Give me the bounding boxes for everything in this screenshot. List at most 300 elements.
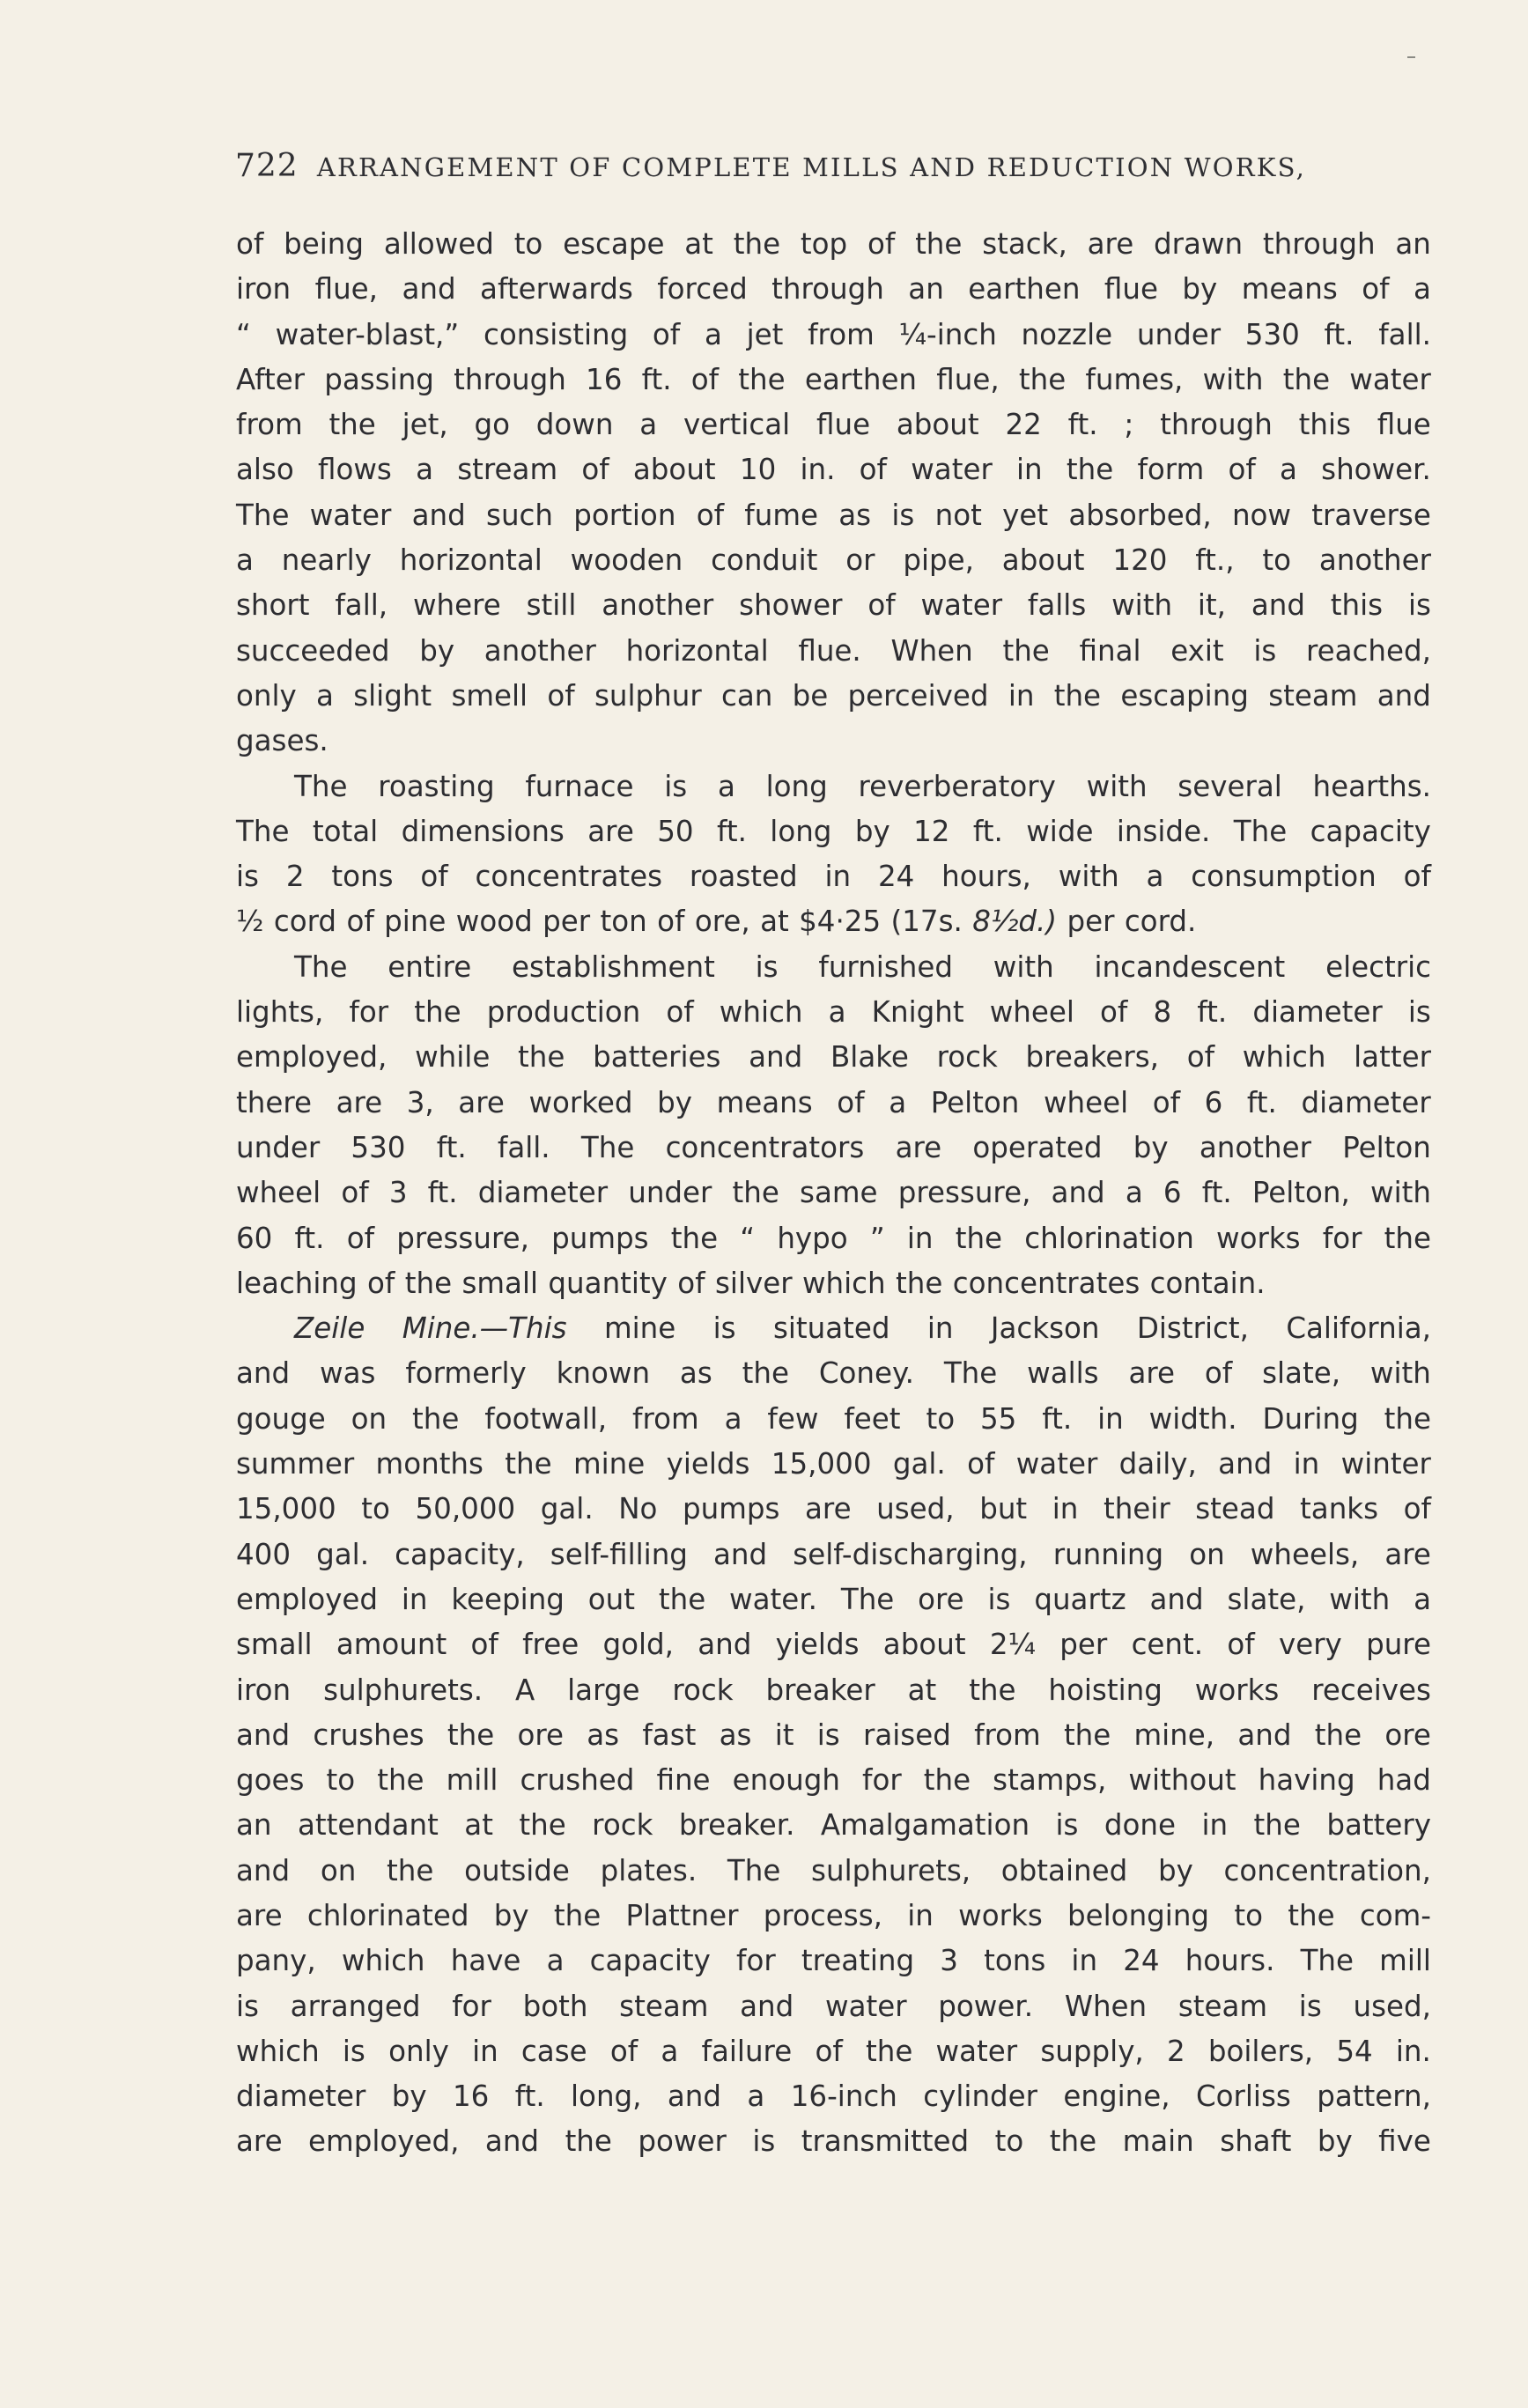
word: stack, <box>982 227 1067 261</box>
text-line <box>236 1442 1431 1487</box>
word: 24 <box>1123 1944 1160 1978</box>
word: of <box>666 995 694 1030</box>
word: and <box>236 1356 291 1391</box>
word: such <box>486 498 554 532</box>
word: production <box>486 995 641 1030</box>
word: per <box>1067 905 1115 939</box>
word: in <box>926 1311 954 1346</box>
word: 24 <box>877 860 915 894</box>
word: mine <box>603 1311 676 1346</box>
word: capacity <box>589 1944 711 1978</box>
word: out <box>587 1582 636 1616</box>
word: exit <box>1170 633 1224 668</box>
word: of <box>690 362 720 396</box>
word: self-filling <box>550 1537 688 1571</box>
word: ft. <box>1201 1176 1232 1210</box>
text-line <box>236 1126 1431 1171</box>
word: fine <box>656 1763 711 1798</box>
word: water <box>824 1989 907 2023</box>
word: concentrates <box>475 860 663 894</box>
word: gal. <box>540 1492 594 1526</box>
word: from <box>236 408 303 442</box>
word: in. <box>800 453 836 487</box>
word: the <box>670 1221 719 1255</box>
word: slight <box>353 678 432 713</box>
word: vertical <box>683 408 791 442</box>
word: a <box>828 995 846 1030</box>
word: raised <box>862 1717 951 1752</box>
word: 60 <box>236 1221 273 1255</box>
word: is <box>236 1989 259 2023</box>
word: it <box>774 1717 794 1752</box>
word: pattern, <box>1317 2079 1431 2114</box>
word: the <box>1384 1401 1431 1436</box>
word: and <box>236 1853 291 1887</box>
word: jet, <box>402 408 448 442</box>
word: fast <box>642 1717 697 1752</box>
word: water <box>309 498 392 532</box>
word: and <box>698 1628 752 1662</box>
word: the <box>377 1763 424 1798</box>
word: power. <box>938 1989 1034 2023</box>
word: the <box>732 1176 779 1210</box>
word: traverse <box>1311 498 1431 532</box>
text-line <box>236 719 1431 764</box>
word: the <box>1384 1221 1431 1255</box>
word: the <box>328 408 376 442</box>
word: After <box>236 362 306 396</box>
word: means <box>716 1085 813 1119</box>
word: of <box>837 1085 865 1119</box>
word: 530 <box>351 1130 406 1164</box>
word: 530 <box>1244 317 1300 351</box>
word: crushes <box>313 1717 424 1752</box>
word: process, <box>763 1898 882 1932</box>
word: is <box>342 2034 365 2068</box>
word: Jackson <box>990 1311 1100 1346</box>
word: ft. <box>641 362 672 396</box>
word: employed, <box>236 1040 388 1075</box>
word: of <box>1362 272 1390 307</box>
word: earthen <box>968 272 1081 307</box>
word: short <box>236 588 310 623</box>
word: ½ <box>236 905 264 939</box>
word: of <box>341 1176 369 1210</box>
word: five <box>1378 2124 1431 2159</box>
text-line <box>236 267 1431 312</box>
word: and <box>1149 1582 1204 1616</box>
word: a <box>704 317 722 351</box>
word: a <box>1146 860 1164 894</box>
word: transmitted <box>801 2124 970 2159</box>
word: in. <box>1395 2034 1431 2068</box>
word: as <box>679 1356 712 1391</box>
word: 10 <box>739 453 777 487</box>
word: $4·25 <box>799 905 882 939</box>
word: and <box>713 1537 768 1571</box>
word: to <box>1262 543 1292 578</box>
word: having <box>1258 1763 1355 1798</box>
word: flue. <box>798 633 861 668</box>
word: ore, <box>694 905 750 939</box>
word: A <box>515 1673 535 1707</box>
word: conduit <box>711 543 818 578</box>
word: used, <box>876 1492 955 1526</box>
word: power <box>638 2124 727 2159</box>
word: of <box>470 1628 498 1662</box>
word: 8 <box>1153 995 1172 1030</box>
word: a <box>1414 1582 1431 1616</box>
word: several <box>1177 769 1282 803</box>
word: but <box>979 1492 1028 1526</box>
word: flows <box>317 453 392 487</box>
word: are <box>587 814 634 848</box>
word: final <box>1079 633 1141 668</box>
word: free <box>522 1628 579 1662</box>
word: 6 <box>1163 1176 1182 1210</box>
word: with <box>993 949 1054 984</box>
word: wooden <box>570 543 683 578</box>
word: with <box>1111 588 1173 623</box>
word: 15,000 <box>771 1447 872 1481</box>
word: small <box>461 1266 539 1300</box>
word: another <box>1199 1130 1311 1164</box>
word: mill <box>446 1763 498 1798</box>
word: ft. <box>716 814 747 848</box>
word: was <box>320 1356 376 1391</box>
word: of <box>367 1266 395 1300</box>
word: perceived <box>847 678 989 713</box>
word: have <box>450 1944 521 1978</box>
word: both <box>522 1989 588 2023</box>
word: horizontal <box>399 543 543 578</box>
word: can <box>720 678 773 713</box>
word: the <box>412 1401 460 1436</box>
word: with <box>1086 769 1148 803</box>
word: attendant <box>297 1808 439 1843</box>
word: 16 <box>586 362 623 396</box>
word: concentration, <box>1223 1853 1431 1887</box>
text-line <box>236 1803 1431 1848</box>
word: (17s. <box>890 905 963 939</box>
word: operated <box>972 1130 1103 1164</box>
word: of <box>547 678 575 713</box>
word: inside. <box>1116 814 1211 848</box>
word: in <box>1016 453 1043 487</box>
word: with <box>1058 860 1119 894</box>
word: consumption <box>1191 860 1377 894</box>
word: the <box>553 1898 602 1932</box>
word: footwall, <box>484 1401 608 1436</box>
word: water <box>911 453 993 487</box>
word: by <box>391 2079 427 2114</box>
word: the <box>733 227 781 261</box>
word: in <box>1008 678 1035 713</box>
text-line <box>236 1397 1431 1442</box>
word: succeeded <box>236 633 390 668</box>
page-number: 722 <box>235 148 299 184</box>
word: hours. <box>1185 1944 1275 1978</box>
text-line <box>236 358 1431 403</box>
word: tons <box>984 1944 1046 1978</box>
word: shower <box>739 588 843 623</box>
word: slate, <box>1227 1582 1306 1616</box>
word: works <box>1194 1673 1280 1707</box>
word: Knight <box>871 995 964 1030</box>
word: ¼-inch <box>898 317 997 351</box>
word: The <box>294 769 348 803</box>
word: by <box>1157 1853 1193 1887</box>
word: are <box>1384 1537 1431 1571</box>
word: rock <box>592 1808 653 1843</box>
word: stead <box>1195 1492 1275 1526</box>
word: concentrates <box>952 1266 1140 1300</box>
word: about <box>1001 543 1085 578</box>
word: 120 <box>1112 543 1168 578</box>
word: amount <box>336 1628 447 1662</box>
word: escaping <box>1120 678 1249 713</box>
text-line <box>236 1216 1431 1261</box>
word: sulphur <box>594 678 702 713</box>
word: silver <box>715 1266 793 1300</box>
word: rock <box>672 1673 734 1707</box>
word: ft., <box>1195 543 1235 578</box>
word: allowed <box>383 227 494 261</box>
word: of <box>867 588 896 623</box>
word: main <box>1122 2124 1194 2159</box>
word: are <box>336 1085 383 1119</box>
word: and <box>411 498 466 532</box>
word: cent. <box>1131 1628 1204 1662</box>
word: in <box>1201 1808 1229 1843</box>
word: large <box>567 1673 640 1707</box>
word: where <box>412 588 501 623</box>
word: the <box>1053 678 1102 713</box>
word: 400 <box>236 1537 292 1571</box>
text-line <box>236 990 1431 1035</box>
word: by <box>657 1085 693 1119</box>
word: very <box>1278 1628 1342 1662</box>
word: through <box>771 272 884 307</box>
word: total <box>312 814 379 848</box>
text-line <box>236 1306 1431 1351</box>
word: the <box>658 1582 706 1616</box>
word: for <box>862 1763 902 1798</box>
word: belonging <box>1067 1898 1210 1932</box>
word: a <box>889 1085 907 1119</box>
word: tanks <box>1300 1492 1379 1526</box>
word: of <box>1403 1492 1431 1526</box>
word: treating <box>801 1944 915 1978</box>
word: is <box>1055 1808 1079 1843</box>
word: it, <box>1197 588 1226 623</box>
word: to <box>926 1401 956 1436</box>
word: which <box>236 2034 320 2068</box>
word: and <box>1051 1176 1105 1210</box>
word: of <box>657 905 685 939</box>
word: The <box>943 1356 998 1391</box>
word: the <box>742 1356 789 1391</box>
word: California, <box>1286 1311 1431 1346</box>
word: jet <box>746 317 784 351</box>
word: The <box>236 498 290 532</box>
word: which <box>1242 1040 1326 1075</box>
word: wide <box>1026 814 1094 848</box>
word: long, <box>571 2079 642 2114</box>
word: During <box>1262 1401 1359 1436</box>
word: batteries <box>593 1040 721 1075</box>
word: winter <box>1340 1447 1431 1481</box>
word: ft. <box>436 1130 467 1164</box>
word: a <box>236 543 254 578</box>
word: by <box>493 1898 529 1932</box>
word: the <box>738 362 786 396</box>
word: furnished <box>818 949 953 984</box>
word: incandescent <box>1094 949 1286 984</box>
word: by <box>1317 2124 1353 2159</box>
word: are <box>236 1898 283 1932</box>
word: diameter <box>1252 995 1383 1030</box>
word: supply, <box>1040 2034 1144 2068</box>
word: walls <box>1027 1356 1099 1391</box>
word: another <box>1318 543 1431 578</box>
word: Coney. <box>818 1356 914 1391</box>
word: portion <box>573 498 676 532</box>
word: hearths. <box>1312 769 1431 803</box>
word: tons <box>331 860 394 894</box>
word: which <box>719 995 803 1030</box>
word: ” <box>869 1221 885 1255</box>
word: goes <box>236 1763 305 1798</box>
word: Amalgamation <box>820 1808 1030 1843</box>
word: flue, <box>314 272 379 307</box>
word: District, <box>1136 1311 1249 1346</box>
word: pumps <box>683 1492 780 1526</box>
word: are <box>458 1085 505 1119</box>
word: of <box>677 1266 705 1300</box>
word: flue, <box>936 362 1000 396</box>
word: diameter <box>477 1176 609 1210</box>
word: 2 <box>1166 2034 1185 2068</box>
word: of <box>609 2034 639 2068</box>
word: still <box>526 588 577 623</box>
word: be <box>792 678 829 713</box>
page-header <box>235 148 1436 184</box>
word: and <box>740 1989 794 2023</box>
word: on <box>320 1853 357 1887</box>
word: Mine.—This <box>402 1311 567 1346</box>
text-line <box>236 1171 1431 1215</box>
word: to <box>326 1763 356 1798</box>
word: is <box>236 860 259 894</box>
word: as <box>587 1717 620 1752</box>
word: at <box>760 905 789 939</box>
word: are <box>236 2124 283 2159</box>
word: width. <box>1148 1401 1237 1436</box>
word: from <box>808 317 875 351</box>
word: on <box>1189 1537 1225 1571</box>
word: at <box>907 1673 937 1707</box>
word: gal. <box>892 1447 946 1481</box>
word: an <box>236 1808 272 1843</box>
word: of <box>859 453 887 487</box>
word: is <box>1253 633 1277 668</box>
word: in <box>1071 1944 1098 1978</box>
word: The <box>294 949 348 984</box>
page-mark <box>1407 56 1415 58</box>
word: of <box>696 498 725 532</box>
word: 3 <box>940 1944 958 1978</box>
word: gases. <box>236 724 328 758</box>
word: keeping <box>451 1582 565 1616</box>
text-line <box>236 538 1431 583</box>
word: “ <box>740 1221 756 1255</box>
word: with <box>1369 1356 1431 1391</box>
word: passing <box>324 362 434 396</box>
word: absorbed, <box>1068 498 1212 532</box>
word: same <box>800 1176 878 1210</box>
word: in <box>1052 1492 1079 1526</box>
word: latter <box>1354 1040 1431 1075</box>
word: to <box>1234 1898 1263 1932</box>
word: wood <box>455 905 533 939</box>
word: ore <box>1384 1717 1431 1752</box>
word: of <box>815 2034 843 2068</box>
text-line <box>236 313 1431 358</box>
word: No <box>618 1492 658 1526</box>
text-line <box>236 222 1431 267</box>
word: the <box>1063 1717 1111 1752</box>
word: mill <box>1379 1944 1431 1978</box>
word: Pelton <box>930 1085 1020 1119</box>
word: fall. <box>1378 317 1431 351</box>
word: top <box>800 227 848 261</box>
word: The <box>727 1853 781 1887</box>
word: hypo <box>777 1221 848 1255</box>
text-line <box>236 765 1431 809</box>
word: in <box>401 1582 428 1616</box>
text-line <box>236 1894 1431 1939</box>
word: a <box>1414 272 1431 307</box>
word: ft. <box>972 814 1003 848</box>
word: of <box>346 905 374 939</box>
word: ore <box>918 1582 964 1616</box>
word: Pelton, <box>1251 1176 1350 1210</box>
word: at <box>684 227 713 261</box>
word: per <box>543 905 591 939</box>
word: breaker. <box>678 1808 795 1843</box>
word: in <box>1293 1447 1320 1481</box>
word: a <box>661 2034 679 2068</box>
word: iron <box>236 1673 292 1707</box>
word: nozzle <box>1021 317 1113 351</box>
word: under <box>236 1130 321 1164</box>
word: are <box>805 1492 852 1526</box>
word: is <box>1407 995 1431 1030</box>
word: also <box>236 453 294 487</box>
word: escape <box>563 227 665 261</box>
word: reverberatory <box>858 769 1056 803</box>
word: through <box>1262 227 1376 261</box>
text-line <box>236 583 1431 628</box>
word: to <box>361 1492 390 1526</box>
word: failure <box>701 2034 793 2068</box>
word: stamps, <box>993 1763 1107 1798</box>
word: had <box>1377 1763 1431 1798</box>
text-line <box>236 2074 1431 2119</box>
word: is <box>712 1311 736 1346</box>
word: pumps <box>551 1221 649 1255</box>
